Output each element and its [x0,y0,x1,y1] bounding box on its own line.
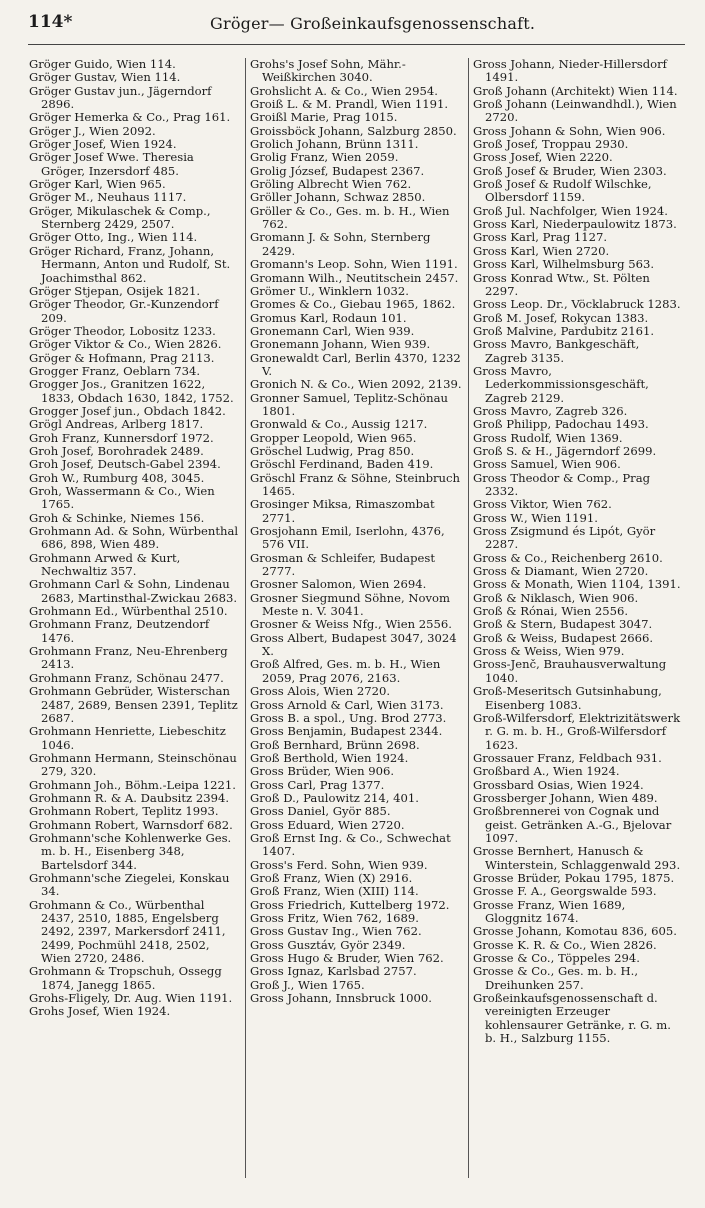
page-header [0,0,705,46]
directory-entry: Gröger Theodor, Gr.-Kunzendorf 209. [29,297,219,325]
directory-entry: Grohmann'sche Kohlenwerke Ges. m. b. H., Eisenberg 348, Bartelsdorf 344. [29,830,232,872]
directory-entry: Groß & Rónai, Wien 2556. [473,604,629,619]
directory-entry: Grohmann Ed., Würbenthal 2510. [29,604,228,619]
directory-entry: Grögl Andreas, Arlberg 1817. [29,417,204,432]
directory-entry: Groß Josef & Rudolf Wilschke, Olbersdorf 1159. [473,177,652,205]
directory-entry: Grosman & Schleifer, Budapest 2777. [250,550,435,579]
directory-entry: Gröger Guido, Wien 114. [29,58,176,71]
directory-entry: Groß-Meseritsch Gutsinhabung, Eisenberg 1083. [473,684,662,712]
directory-entry: Grolich Johann, Brünn 1311. [250,137,419,152]
directory-entry: Gross Friedrich, Kuttelberg 1972. [250,897,450,912]
directory-entry: Gross Carl, Prag 1377. [250,777,385,792]
directory-entry: Gross Benjamin, Budapest 2344. [250,724,443,739]
directory-entry: Gromann J. & Sohn, Sternberg 2429. [250,230,431,258]
directory-entry: Gröger Stjepan, Osijek 1821. [29,283,201,298]
directory-entry: Gross Hugo & Bruder, Wien 762. [250,951,444,966]
directory-entry: Groß Franz, Wien (XIII) 114. [250,884,419,899]
directory-entry: Gronner Samuel, Teplitz-Schönau 1801. [250,390,449,418]
directory-entry: Gross Gustav Ing., Wien 762. [250,924,422,939]
directory-entry: Gross Theodor & Comp., Prag 2332. [473,470,651,498]
directory-entry: Grosjohann Emil, Iserlohn, 4376, 576 VII. [250,524,445,552]
directory-entry: Grosner Siegmund Söhne, Novom Meste n. V. 3041. [250,590,450,619]
directory-entry: Gross Mavro, Lederkommissionsgeschäft, Zagreb 2129. [473,363,649,405]
directory-entry: Gröschel Ludwig, Prag 850. [250,443,415,458]
directory-entry: Gross Karl, Prag 1127. [473,230,608,245]
directory-entry: Grohmann Franz, Schönau 2477. [29,670,224,685]
directory-entry: Gröger Karl, Wien 965. [29,177,166,192]
directory-entry: Gröger, Mikulaschek & Comp., Sternberg 2429, 2507. [29,203,211,232]
directory-entry: Gröger Theodor, Lobositz 1233. [29,323,216,338]
directory-entry: Gross & Diamant, Wien 2720. [473,564,649,579]
directory-entry: Gross Rudolf, Wien 1369. [473,430,623,445]
directory-entry: Grosse & Co., Ges. m. b. H., Dreihunken 257. [473,964,639,992]
directory-column-3 [473,58,685,1183]
directory-entry: Gross Mavro, Zagreb 326. [473,403,628,418]
directory-entry: Gross Samuel, Wien 906. [473,457,621,472]
directory-entry: Groß & Weiss, Budapest 2666. [473,630,654,645]
directory-entry: Gross Mavro, Bankgeschäft, Zagreb 3135. [473,337,640,365]
directory-entry: Gross Johann, Innsbruck 1000. [250,991,432,1006]
directory-entry: Groß-Wilfersdorf, Elektrizitätswerk r. G. m. b. H., Groß-Wilfersdorf 1623. [473,710,681,752]
directory-entry: Groß Alfred, Ges. m. b. H., Wien 2059, Prag 2076, 2163. [250,657,441,685]
directory-entry: Groß Johann (Architekt) Wien 114. [473,83,678,98]
directory-entry: Gross Brüder, Wien 906. [250,764,395,779]
directory-entry: Gross Ignaz, Karlsbad 2757. [250,964,417,979]
directory-entry: Gronewaldt Carl, Berlin 4370, 1232 V. [250,350,461,378]
column-divider-2 [468,58,469,1178]
directory-entry: Grohmann Carl & Sohn, Lindenau 2683, Martinsthal-Zwickau 2683. [29,577,238,605]
directory-entry: Grosner Salomon, Wien 2694. [250,577,427,592]
directory-entry: Gross Johann, Nieder-Hillersdorf 1491. [473,58,667,85]
directory-entry: Gross Zsigmund és Lipót, Györ 2287. [473,524,656,552]
directory-entry: Gröger J., Wien 2092. [29,123,156,138]
directory-entry: Grohmann Henriette, Liebeschitz 1046. [29,724,226,752]
directory-entry: Grogger Franz, Oeblarn 734. [29,363,201,378]
directory-entry: Gröschl Ferdinand, Baden 419. [250,457,434,472]
directory-entry: Groißl Marie, Prag 1015. [250,110,398,125]
directory-entry: Groß M. Josef, Rokycan 1383. [473,310,649,325]
directory-entry: Grohmann Franz, Deutzendorf 1476. [29,617,210,645]
directory-entry: Grohmann'sche Ziegelei, Konskau 34. [29,870,230,899]
directory-entry: Gross & Co., Reichenberg 2610. [473,550,663,565]
directory-entry: Gröger Gustav jun., Jägerndorf 2896. [29,83,212,112]
directory-entry: Gross Josef, Wien 2220. [473,150,613,165]
directory-entry: Grohslicht A. & Co., Wien 2954. [250,83,438,98]
directory-entry: Gross Johann & Sohn, Wien 906. [473,123,666,138]
directory-entry: Großeinkaufsgenossenschaft d. vereinigten Erzeuger kohlensaurer Getränke, r. G. m. b. H., Salzburg 1155. [473,991,671,1046]
directory-entry: Grohmann Ad. & Sohn, Würbenthal 686, 898, Wien 489. [29,524,239,552]
directory-entry: Grosse Franz, Wien 1689, Gloggnitz 1674. [473,897,626,925]
directory-entry: Gross & Monath, Wien 1104, 1391. [473,577,681,592]
directory-entry: Groß S. & H., Jägerndorf 2699. [473,443,657,458]
directory-entry: Groß D., Paulowitz 214, 401. [250,790,419,805]
directory-entry: Gross & Weiss, Wien 979. [473,644,625,659]
directory-entry: Groß Berthold, Wien 1924. [250,750,409,765]
directory-entry: Grohmann Arwed & Kurt, Nechwaltiz 357. [29,550,181,579]
directory-entry: Gröger Richard, Franz, Johann, Hermann, Anton und Rudolf, St. Joachimsthal 862. [29,243,231,285]
directory-entry: Grohmann Franz, Neu-Ehrenberg 2413. [29,644,228,672]
directory-entry: Gronemann Johann, Wien 939. [250,337,431,352]
directory-entry: Gross Eduard, Wien 2720. [250,817,405,832]
directory-entry: Groß Josef, Troppau 2930. [473,137,629,152]
directory-entry: Gröger Josef Wwe. Theresia Gröger, Inzersdorf 485. [29,150,194,178]
directory-entry: Grohs's Josef Sohn, Mähr.-Weißkirchen 3040. [250,58,406,85]
directory-entry: Grossauer Franz, Feldbach 931. [473,750,662,765]
directory-entry: Gross Gusztáv, Györ 2349. [250,937,406,952]
directory-entry: Groß Malvine, Pardubitz 2161. [473,323,655,338]
directory-entry: Gross Alois, Wien 2720. [250,684,391,699]
running-title: Gröger— Großeinkaufsgenossenschaft. [210,14,536,33]
directory-entry: Gross Karl, Wien 2720. [473,243,610,258]
directory-entry: Gröling Albrecht Wien 762. [250,177,412,192]
directory-entry: Gröger & Hofmann, Prag 2113. [29,350,215,365]
directory-entry: Grossbard Osias, Wien 1924. [473,777,644,792]
directory-entry: Groh & Schinke, Niemes 156. [29,510,205,525]
directory-entry: Gross Fritz, Wien 762, 1689. [250,911,419,925]
directory-entry: Gromes & Co., Giebau 1965, 1862. [250,297,456,312]
directory-entry: Gronich N. & Co., Wien 2092, 2139. [250,377,462,392]
directory-entry: Gross Karl, Niederpaulowitz 1873. [473,217,677,232]
directory-entry: Groissböck Johann, Salzburg 2850. [250,123,457,138]
directory-entry: Grogger Josef jun., Obdach 1842. [29,403,226,418]
directory-entry: Gronemann Carl, Wien 939. [250,323,415,338]
directory-entry: Grosner & Weiss Nfg., Wien 2556. [250,617,452,632]
directory-entry: Grohmann Robert, Warnsdorf 682. [29,817,233,832]
page-number: 114* [28,12,73,32]
directory-entry: Groß & Niklasch, Wien 906. [473,590,639,605]
directory-column-1 [29,58,240,1183]
directory-entry: Groß Bernhard, Brünn 2698. [250,737,420,752]
directory-entry: Gröger Gustav, Wien 114. [29,70,181,85]
directory-entry: Groß & Stern, Budapest 3047. [473,617,653,632]
directory-entry: Groß Jul. Nachfolger, Wien 1924. [473,203,668,218]
directory-entry: Gross Daniel, Györ 885. [250,804,391,819]
column-divider-1 [245,58,246,1178]
directory-entry: Gröschl Franz & Söhne, Steinbruch 1465. [250,470,460,498]
header-rule [28,44,685,45]
directory-entry: Gross Konrad Wtw., St. Pölten 2297. [473,270,650,298]
directory-entry: Groß Philipp, Padochau 1493. [473,417,649,432]
directory-entry: Gröger Josef, Wien 1924. [29,137,177,152]
directory-entry: Grosse Johann, Komotau 836, 605. [473,924,677,939]
directory-entry: Groh, Wassermann & Co., Wien 1765. [29,484,215,512]
directory-entry: Groß J., Wien 1765. [250,977,365,992]
directory-entry: Groß Josef & Bruder, Wien 2303. [473,163,667,178]
directory-entry: Gropper Leopold, Wien 965. [250,430,417,445]
directory-entry: Gross Karl, Wilhelmsburg 563. [473,257,655,272]
directory-entry: Groß Ernst Ing. & Co., Schwechat 1407. [250,830,451,859]
directory-entry: Gröger M., Neuhaus 1117. [29,190,187,205]
directory-entry: Grohmann & Co., Würbenthal 2437, 2510, 1885, Engelsberg 2492, 2397, Markersdorf 2411, 2499, Pochmühl 2418, 2502, Wien 2720, 2486. [29,897,226,966]
directory-entry: Gröger Viktor & Co., Wien 2826. [29,337,222,352]
directory-entry: Groiß L. & M. Prandl, Wien 1191. [250,97,449,112]
directory-entry: Groh Josef, Deutsch-Gabel 2394. [29,457,221,472]
directory-entry: Gröger Otto, Ing., Wien 114. [29,230,198,245]
directory-entry: Großbrennerei von Cognak und geist. Getränken A.-G., Bjelovar 1097. [473,804,672,845]
directory-entry: Grömer U., Winklern 1032. [250,283,409,298]
directory-entry: Grossberger Johann, Wien 489. [473,790,658,805]
directory-entry: Grosse & Co., Töppeles 294. [473,951,640,966]
directory-entry: Gromann Wilh., Neutitschein 2457. [250,270,459,285]
directory-entry: Gröger Hemerka & Co., Prag 161. [29,110,231,125]
directory-entry: Gross's Ferd. Sohn, Wien 939. [250,857,428,872]
directory-entry: Gröller Johann, Schwaz 2850. [250,190,426,205]
directory-entry: Grohs-Fligely, Dr. Aug. Wien 1191. [29,991,233,1006]
directory-entry: Groh Josef, Borohradek 2489. [29,443,204,458]
directory-entry: Großbard A., Wien 1924. [473,764,620,779]
directory-entry: Grosse K. R. & Co., Wien 2826. [473,937,657,952]
directory-entry: Grohmann Robert, Teplitz 1993. [29,804,219,819]
directory-entry: Gross W., Wien 1191. [473,510,598,525]
directory-entry: Gröller & Co., Ges. m. b. H., Wien 762. [250,203,450,232]
directory-entry: Gross-Jenč, Brauhausverwaltung 1040. [473,657,667,685]
directory-entry: Gronwald & Co., Aussig 1217. [250,417,428,432]
directory-entry: Groh W., Rumburg 408, 3045. [29,470,205,485]
directory-entry: Grohmann Hermann, Steinschönau 279, 320. [29,750,237,779]
directory-entry: Grohs Josef, Wien 1924. [29,1004,171,1019]
directory-entry: Gross Leop. Dr., Vöcklabruck 1283. [473,297,681,312]
directory-column-2 [250,58,464,1183]
directory-entry: Gross Albert, Budapest 3047, 3024 X. [250,630,457,659]
directory-entry: Gross Viktor, Wien 762. [473,497,612,512]
directory-entry: Grosinger Miksa, Rimaszombat 2771. [250,497,435,525]
directory-entry: Gross B. a spol., Ung. Brod 2773. [250,710,447,725]
directory-entry: Groß Johann (Leinwandhdl.), Wien 2720. [473,97,677,125]
directory-entry: Grohmann Joh., Böhm.-Leipa 1221. [29,777,236,792]
directory-entry: Gross Arnold & Carl, Wien 3173. [250,697,444,712]
directory-entry: Grolig József, Budapest 2367. [250,163,425,178]
directory-entry: Grohmann Gebrüder, Wisterschan 2487, 2689, Bensen 2391, Teplitz 2687. [29,684,238,725]
directory-entry: Grosse Brüder, Pokau 1795, 1875. [473,870,675,885]
directory-entry: Groß Franz, Wien (X) 2916. [250,870,413,885]
directory-entry: Grosse Bernhert, Hanusch & Winterstein, Schlaggenwald 293. [473,844,681,872]
directory-entry: Gromus Karl, Rodaun 101. [250,310,407,325]
directory-entry: Grolig Franz, Wien 2059. [250,150,399,165]
directory-entry: Grohmann & Tropschuh, Ossegg 1874, Janegg 1865. [29,964,222,992]
directory-entry: Grohmann R. & A. Daubsitz 2394. [29,790,230,805]
directory-entry: Groh Franz, Kunnersdorf 1972. [29,430,214,445]
directory-entry: Grogger Jos., Granitzen 1622, 1833, Obdach 1630, 1842, 1752. [29,377,234,405]
directory-entry: Grosse F. A., Georgswalde 593. [473,884,657,899]
directory-entry: Gromann's Leop. Sohn, Wien 1191. [250,257,458,272]
